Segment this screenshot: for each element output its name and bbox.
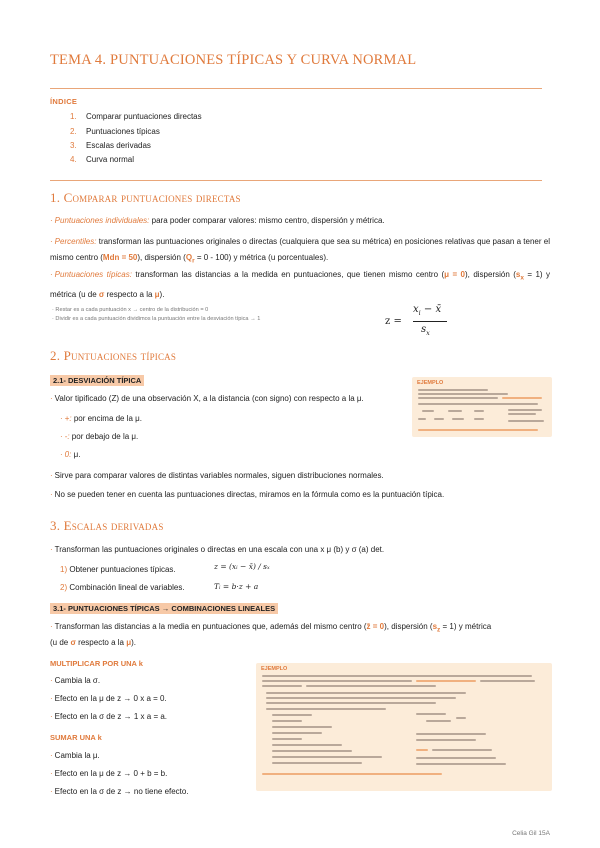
index-item[interactable]: 1. Comparar puntuaciones directas <box>70 112 202 121</box>
section-heading-1: 1. Comparar puntuaciones directas <box>50 190 241 205</box>
subsection-label: 2.1- DESVIACIÓN TÍPICA <box>50 375 144 386</box>
index-item[interactable]: 4. Curva normal <box>70 155 135 164</box>
paragraph: · Transforman las puntuaciones originales o directas en una escala con una x μ (b) y σ (a) det. <box>50 545 385 554</box>
index-item[interactable]: 3. Escalas derivadas <box>70 141 151 150</box>
list-item: · Cambia la σ. <box>50 676 101 685</box>
page-title: TEMA 4. PUNTUACIONES TÍPICAS Y CURVA NORMAL <box>50 52 417 68</box>
divider <box>50 180 542 181</box>
index-item[interactable]: 2. Puntuaciones típicas <box>70 127 160 136</box>
list-item: 2) Combinación lineal de variables. <box>60 583 185 592</box>
note-block: · Restar es a cada puntuación x → centro de la distribución = 0 · Dividir es a cada puntuación dividimos la puntuación entre la desviación típica → 1 <box>52 307 261 322</box>
list-item: · -: por debajo de la μ. <box>60 432 139 441</box>
divider <box>50 88 542 89</box>
section-heading-3: 3. Escalas derivadas <box>50 518 164 533</box>
paragraph: · Sirve para comparar valores de distintas variables normales, siguen distribuciones normales. <box>50 471 384 480</box>
example-box: EJEMPLO <box>412 377 552 437</box>
formula-t: Tᵢ = b·z + a <box>214 582 259 591</box>
list-item: · Efecto en la σ de z → 1 x a = a. <box>50 712 168 721</box>
z-formula: z = $x_i$ − x̄ $s_x$ <box>385 304 465 338</box>
section-heading-2: 2. Puntuaciones típicas <box>50 348 177 363</box>
list-item: · Efecto en la σ de z → no tiene efecto. <box>50 787 189 796</box>
subsection-label: 3.1- PUNTUACIONES TÍPICAS → COMBINACIONES LINEALES <box>50 603 278 614</box>
formula-z: z = (xᵢ − x̄) / sₓ <box>214 562 270 571</box>
paragraph: · Puntuaciones individuales: para poder comparar valores: mismo centro, dispersión y métrica. <box>50 216 385 225</box>
footer-author: Celia Gil 15A <box>512 830 550 837</box>
paragraph: · No se pueden tener en cuenta las puntuaciones directas, miramos en la fórmula como es la puntuación típica. <box>50 490 445 499</box>
list-item: · +: por encima de la μ. <box>60 414 143 423</box>
index-heading: ÍNDICE <box>50 97 78 106</box>
paragraph: (u de σ respecto a la μ). <box>50 638 136 647</box>
example-box: EJEMPLO <box>256 663 552 791</box>
paragraph: · Percentiles: transforman las puntuaciones originales o directas (cualquiera que sea su métrica) en posiciones relativas que pasan a tener el mismo centro (Mdn = 50), dispersión $(Q_r = 0 - 100)$ y métrica (u porcentuales). <box>50 237 550 265</box>
list-item: · 0: μ. <box>60 450 81 459</box>
sum-heading: SUMAR UNA k <box>50 733 102 742</box>
multiply-heading: MULTIPLICAR POR UNA k <box>50 659 143 668</box>
list-item: · Efecto en la μ de z → 0 + b = b. <box>50 769 168 778</box>
list-item: · Efecto en la μ de z → 0 x a = 0. <box>50 694 167 703</box>
paragraph: · Transforman las distancias a la media en puntuaciones que, además del mismo centro (z̄ = 0), dispersión $(s_z = 1)$ y métrica <box>50 622 492 634</box>
paragraph: · Puntuaciones típicas: transforman las distancias a la medida en puntuaciones, que tienen mismo centro (μ = 0), dispersión $(s_x = 1)$ y métrica (u de σ respecto a la μ). <box>50 270 551 299</box>
list-item: 1) Obtener puntuaciones típicas. <box>60 565 176 574</box>
list-item: · Cambia la μ. <box>50 751 100 760</box>
paragraph: · Valor tipificado (Z) de una observación X, a la distancia (con signo) con respecto a la μ. <box>50 394 364 403</box>
